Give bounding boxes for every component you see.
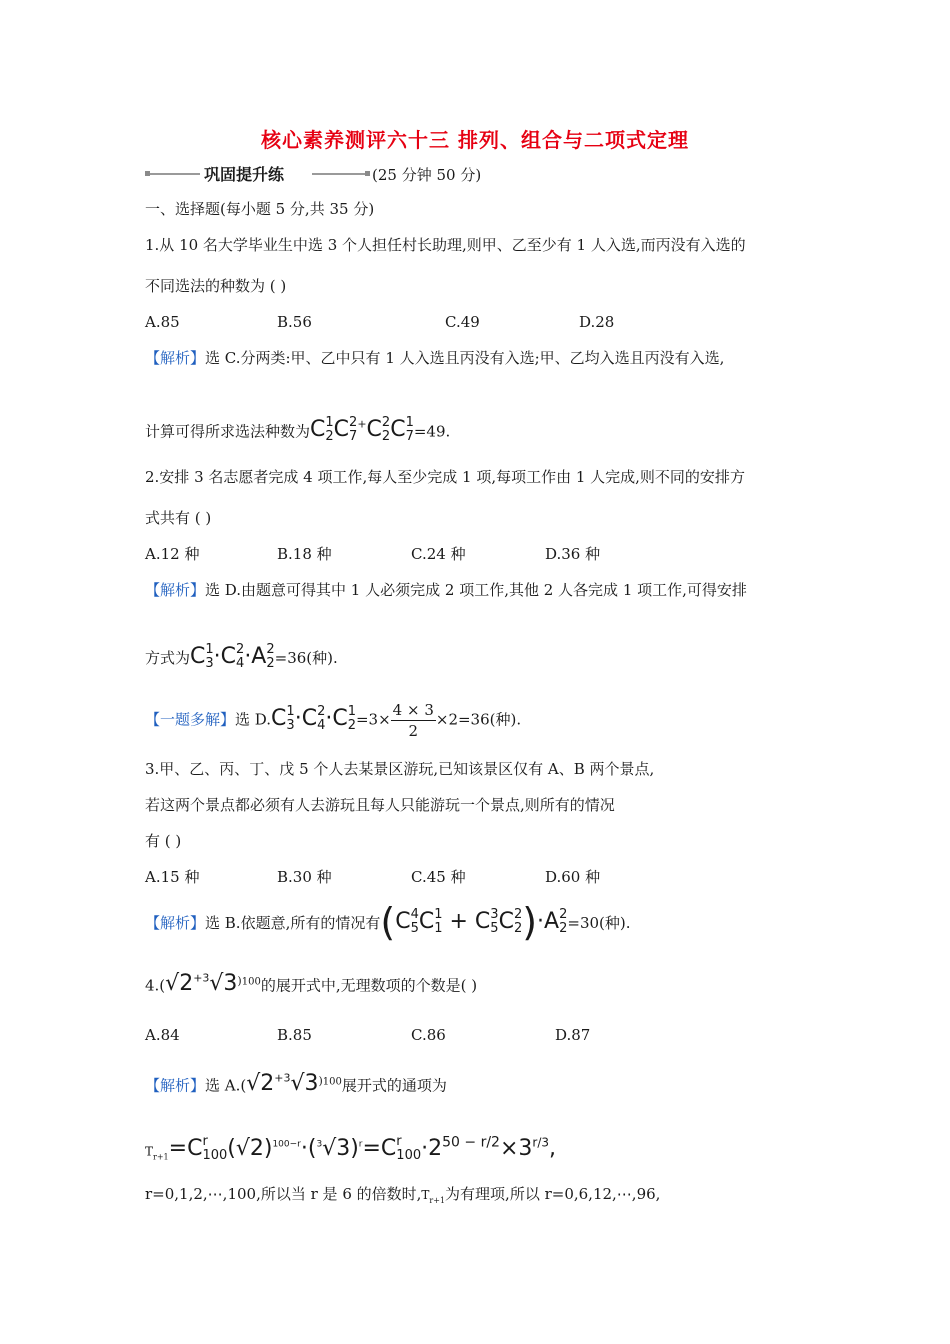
q2-analysis-text: 选 D.由题意可得其中 1 人必须完成 2 项工作,其他 2 人各完成 1 项工作,可得安排 (205, 581, 747, 599)
q1-formula: C 1 2 C 2 7 +C 2 2 C 1 7 (310, 415, 414, 445)
q3-analysis-line (145, 900, 631, 944)
q1-option-b: B.56 (277, 313, 312, 331)
q4-exponent: 100 (241, 976, 261, 988)
q3-option-d: D.60 种 (545, 868, 601, 886)
q4-conclusion-pre: r=0,1,2,⋯,100,所以当 r 是 6 的倍数时, (145, 1185, 422, 1203)
q4-expression: $√2^{+3}√3$ (165, 971, 238, 997)
q2-analysis-line2 (145, 643, 338, 671)
q1-option-a: A.85 (145, 313, 180, 331)
q1-analysis-line1 (145, 348, 724, 368)
q2-stem-line2: 式共有 ( ) (145, 509, 212, 527)
q2-option-c: C.24 种 (411, 545, 466, 563)
q2-multi-line (145, 700, 521, 741)
q1-analysis-line2 (145, 412, 450, 444)
tr-symbol: T (421, 1188, 430, 1202)
part-heading: 一、选择题(每小题 5 分,共 35 分) (145, 200, 375, 218)
q4-analysis-exponent: 100 (322, 1076, 342, 1088)
q2-multi-post: ×2=36(种). (435, 710, 522, 729)
q1-stem-line2: 不同选法的种数为 ( ) (145, 277, 287, 295)
analysis-tag: 【解析】 (145, 581, 206, 599)
analysis-tag: 【解析】 (145, 349, 206, 367)
section-time: (25 分钟 50 分) (372, 166, 482, 184)
q2-analysis-line1 (145, 580, 747, 600)
q1-stem-line1: 1.从 10 名大学毕业生中选 3 个人担任村长助理,则甲、乙至少有 1 人入选,而丙没有入选的 (145, 236, 746, 254)
page-title: 核心素养测评六十三 排列、组合与二项式定理 (261, 128, 689, 152)
q4-pre: 4.( (145, 976, 166, 995)
q1-analysis-text: 选 C.分两类:甲、乙中只有 1 人入选且丙没有入选;甲、乙均入选且丙没有入选, (205, 349, 725, 367)
q4-post: 的展开式中,无理数项的个数是( ) (260, 976, 478, 995)
q1-analysis2-post: =49. (413, 422, 451, 441)
q4-analysis-pre: 选 A.( (205, 1076, 247, 1095)
q3-formula: (C 4 5 C 1 1 + C 3 5 C 2 2 )·A 2 2 (380, 900, 568, 944)
bar-line-right (312, 173, 367, 175)
q4-option-b: B.85 (277, 1026, 312, 1044)
q3-stem-line3: 有 ( ) (145, 832, 182, 850)
tr-subscript: r+1 (153, 1152, 169, 1162)
q1-option-c: C.49 (445, 313, 480, 331)
q2-analysis2-post: =36(种). (274, 649, 338, 667)
q4-conclusion (145, 1184, 660, 1211)
q3-analysis-pre: 选 B.依题意,所有的情况有 (205, 914, 381, 932)
q4-option-c: C.86 (411, 1026, 446, 1044)
q3-analysis-post: =30(种). (567, 914, 631, 932)
q4-option-a: A.84 (145, 1026, 180, 1044)
q4-general-term (145, 1130, 556, 1167)
q3-option-b: B.30 种 (277, 868, 332, 886)
q2-option-d: D.36 种 (545, 545, 601, 563)
frac-numerator: 4 × 3 (392, 701, 434, 719)
q4-stem (145, 966, 477, 997)
analysis-tag: 【解析】 (145, 914, 206, 932)
q4-analysis-post: 展开式的通项为 (341, 1076, 447, 1095)
q2-fraction (391, 700, 436, 741)
q4-analysis-paren-close: ) (318, 1074, 323, 1088)
q4-option-d: D.87 (555, 1026, 591, 1044)
q2-multi-formula: C 1 3 ·C 2 4 ·C 1 2 (271, 703, 356, 733)
q2-analysis2-pre: 方式为 (145, 649, 191, 667)
q2-formula: C 1 3 ·C 2 4 ·A 2 2 (190, 642, 275, 671)
q2-stem-line1: 2.安排 3 名志愿者完成 4 项工作,每人至少完成 1 项,每项工作由 1 人完成,则不同的安排方 (145, 468, 745, 486)
q4-term-formula: =C r 100 $(√2)^{100-r}\cdot(^3√3)^r=C$ r 100 $\cdot 2^{50 - r/2}\times 3^{r/3}$, (168, 1134, 557, 1164)
q3-option-a: A.15 种 (145, 868, 200, 886)
bar-line-left (150, 173, 200, 175)
q1-analysis2-pre: 计算可得所求选法种数为 (145, 422, 311, 441)
q4-conclusion-post: 为有理项,所以 r=0,6,12,⋯,96, (445, 1185, 661, 1203)
q3-stem-line1: 3.甲、乙、丙、丁、戊 5 个人去某景区游玩,已知该景区仅有 A、B 两个景点, (145, 760, 655, 778)
q4-analysis-expression: $√2^{+3}√3$ (246, 1071, 319, 1097)
section-label: 巩固提升练 (204, 165, 285, 184)
q2-multi-mid: =3× (355, 710, 391, 729)
analysis-tag: 【解析】 (145, 1076, 206, 1095)
q4-analysis-line1 (145, 1066, 447, 1097)
q2-option-a: A.12 种 (145, 545, 200, 563)
q1-option-d: D.28 (579, 313, 615, 331)
tr-symbol: T (145, 1144, 154, 1159)
q2-option-b: B.18 种 (277, 545, 332, 563)
bar-marker-right (365, 171, 370, 176)
q3-option-c: C.45 种 (411, 868, 466, 886)
multi-solution-tag: 【一题多解】 (145, 710, 236, 729)
q4-paren-close: ) (237, 974, 242, 988)
frac-denominator: 2 (408, 722, 419, 740)
q2-multi-pre: 选 D. (235, 710, 272, 729)
q3-stem-line2: 若这两个景点都必须有人去游玩且每人只能游玩一个景点,则所有的情况 (145, 796, 615, 814)
tr-subscript: r+1 (429, 1196, 446, 1205)
